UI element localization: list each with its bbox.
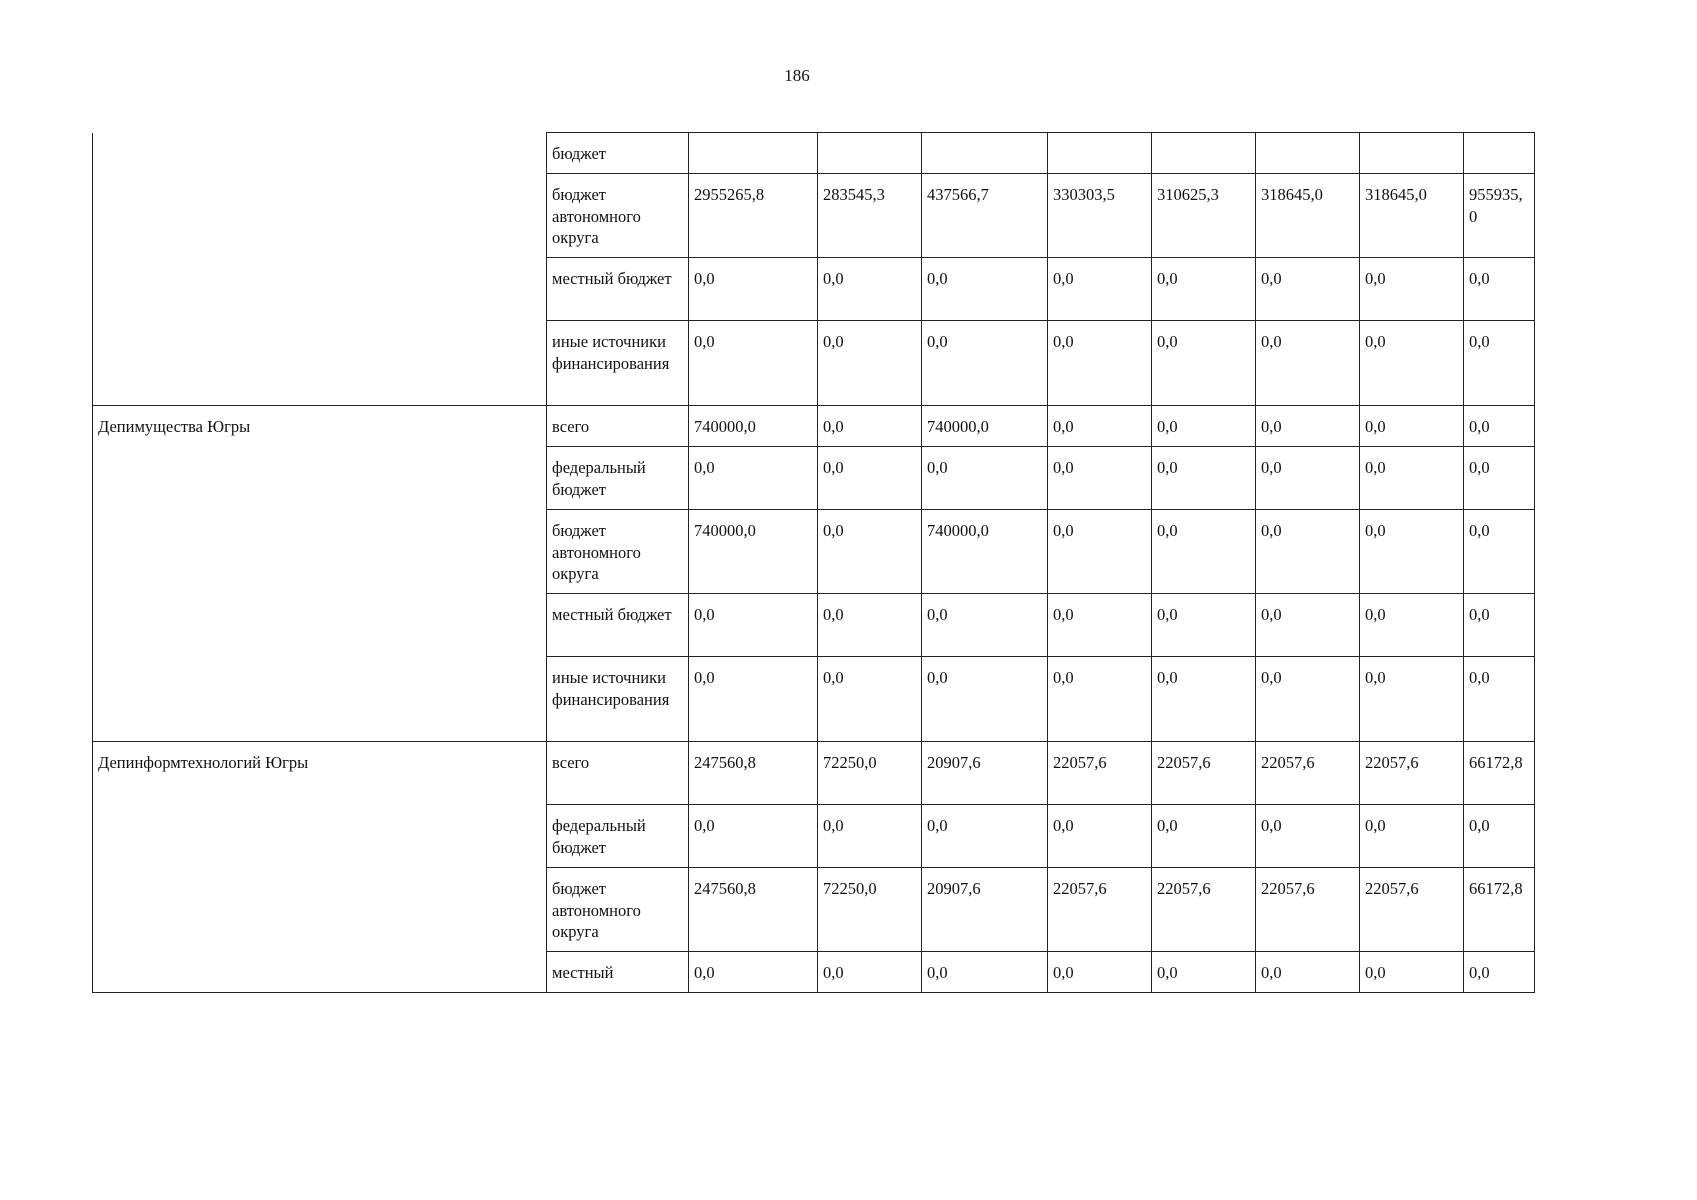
amount-cell: 0,0 [1152, 952, 1256, 993]
amount-cell: 66172,8 [1464, 742, 1535, 805]
funding-source-cell: федеральный бюджет [547, 805, 689, 868]
amount-cell: 0,0 [1256, 510, 1360, 594]
amount-cell: 0,0 [1152, 594, 1256, 657]
amount-cell: 0,0 [1360, 952, 1464, 993]
amount-cell: 437566,7 [922, 174, 1048, 258]
amount-cell: 0,0 [922, 952, 1048, 993]
amount-cell: 22057,6 [1360, 868, 1464, 952]
amount-cell: 0,0 [1360, 406, 1464, 447]
amount-cell: 22057,6 [1152, 868, 1256, 952]
amount-cell: 0,0 [922, 805, 1048, 868]
amount-cell: 0,0 [689, 258, 818, 321]
amount-cell: 0,0 [1152, 510, 1256, 594]
amount-cell: 740000,0 [689, 510, 818, 594]
table-body [93, 133, 1535, 993]
amount-cell: 66172,8 [1464, 868, 1535, 952]
amount-cell: 0,0 [1152, 258, 1256, 321]
amount-cell: 0,0 [1464, 594, 1535, 657]
amount-cell: 0,0 [1048, 594, 1152, 657]
amount-cell: 22057,6 [1360, 742, 1464, 805]
amount-cell: 247560,8 [689, 868, 818, 952]
page-number: 186 [784, 66, 810, 85]
amount-cell: 0,0 [818, 258, 922, 321]
amount-cell: 0,0 [1256, 657, 1360, 742]
amount-cell: 0,0 [1256, 952, 1360, 993]
funding-source-cell: бюджет автономного округа [547, 510, 689, 594]
amount-cell: 0,0 [1464, 258, 1535, 321]
amount-cell: 22057,6 [1256, 742, 1360, 805]
amount-cell: 0,0 [922, 594, 1048, 657]
amount-cell: 0,0 [1048, 657, 1152, 742]
amount-cell: 0,0 [1360, 805, 1464, 868]
amount-cell: 310625,3 [1152, 174, 1256, 258]
amount-cell: 0,0 [1464, 805, 1535, 868]
table-row [93, 742, 1535, 805]
funding-source-cell: бюджет автономного округа [547, 868, 689, 952]
amount-cell: 0,0 [1256, 447, 1360, 510]
financing-table [92, 132, 1535, 993]
amount-cell: 0,0 [689, 447, 818, 510]
amount-cell: 0,0 [1464, 510, 1535, 594]
amount-cell: 0,0 [1048, 406, 1152, 447]
amount-cell [1256, 133, 1360, 174]
amount-cell: 0,0 [818, 952, 922, 993]
amount-cell: 0,0 [1464, 952, 1535, 993]
amount-cell: 0,0 [1256, 594, 1360, 657]
amount-cell [818, 133, 922, 174]
amount-cell: 0,0 [689, 952, 818, 993]
amount-cell: 318645,0 [1256, 174, 1360, 258]
amount-cell: 0,0 [1048, 805, 1152, 868]
amount-cell: 22057,6 [1152, 742, 1256, 805]
amount-cell: 0,0 [1464, 321, 1535, 406]
amount-cell: 0,0 [818, 594, 922, 657]
amount-cell: 0,0 [1048, 321, 1152, 406]
amount-cell [689, 133, 818, 174]
amount-cell: 0,0 [689, 657, 818, 742]
amount-cell: 22057,6 [1048, 742, 1152, 805]
table-row [93, 406, 1535, 447]
amount-cell: 0,0 [818, 510, 922, 594]
amount-cell: 22057,6 [1256, 868, 1360, 952]
amount-cell: 0,0 [1152, 657, 1256, 742]
funding-source-cell: местный бюджет [547, 258, 689, 321]
amount-cell: 955935,0 [1464, 174, 1535, 258]
funding-source-cell: всего [547, 742, 689, 805]
table-row [93, 133, 1535, 174]
amount-cell: 0,0 [1360, 657, 1464, 742]
amount-cell: 72250,0 [818, 742, 922, 805]
funding-source-cell: бюджет автономного округа [547, 174, 689, 258]
funding-source-cell: иные источники финансирования [547, 321, 689, 406]
amount-cell [922, 133, 1048, 174]
amount-cell: 0,0 [1464, 406, 1535, 447]
amount-cell: 0,0 [1464, 657, 1535, 742]
amount-cell: 0,0 [689, 594, 818, 657]
amount-cell: 740000,0 [922, 510, 1048, 594]
amount-cell: 330303,5 [1048, 174, 1152, 258]
amount-cell: 0,0 [922, 657, 1048, 742]
amount-cell [1360, 133, 1464, 174]
funding-source-cell: иные источники финансирования [547, 657, 689, 742]
amount-cell: 0,0 [689, 805, 818, 868]
amount-cell: 0,0 [1256, 406, 1360, 447]
amount-cell: 247560,8 [689, 742, 818, 805]
amount-cell: 0,0 [818, 447, 922, 510]
amount-cell: 0,0 [689, 321, 818, 406]
amount-cell: 0,0 [1360, 321, 1464, 406]
funding-source-cell: местный бюджет [547, 594, 689, 657]
amount-cell: 0,0 [1048, 447, 1152, 510]
amount-cell: 0,0 [922, 321, 1048, 406]
amount-cell: 0,0 [1152, 321, 1256, 406]
amount-cell: 0,0 [1256, 258, 1360, 321]
amount-cell: 0,0 [1464, 447, 1535, 510]
amount-cell: 0,0 [1360, 447, 1464, 510]
amount-cell: 0,0 [1048, 258, 1152, 321]
amount-cell: 0,0 [1360, 594, 1464, 657]
amount-cell: 0,0 [1152, 406, 1256, 447]
amount-cell: 0,0 [818, 805, 922, 868]
amount-cell: 283545,3 [818, 174, 922, 258]
amount-cell: 2955265,8 [689, 174, 818, 258]
amount-cell: 22057,6 [1048, 868, 1152, 952]
amount-cell [1048, 133, 1152, 174]
amount-cell: 0,0 [1256, 321, 1360, 406]
funding-source-cell: местный [547, 952, 689, 993]
organization-cell: Депимущества Югры [93, 406, 547, 742]
amount-cell: 0,0 [922, 447, 1048, 510]
amount-cell: 740000,0 [922, 406, 1048, 447]
organization-cell [93, 133, 547, 406]
amount-cell: 0,0 [1048, 510, 1152, 594]
amount-cell: 0,0 [1360, 258, 1464, 321]
amount-cell: 0,0 [1256, 805, 1360, 868]
funding-source-cell: всего [547, 406, 689, 447]
amount-cell: 740000,0 [689, 406, 818, 447]
funding-source-cell: федеральный бюджет [547, 447, 689, 510]
amount-cell: 0,0 [1360, 510, 1464, 594]
amount-cell: 72250,0 [818, 868, 922, 952]
amount-cell: 0,0 [1152, 447, 1256, 510]
funding-source-cell: бюджет [547, 133, 689, 174]
amount-cell: 20907,6 [922, 868, 1048, 952]
amount-cell [1152, 133, 1256, 174]
amount-cell: 0,0 [1152, 805, 1256, 868]
amount-cell: 20907,6 [922, 742, 1048, 805]
amount-cell [1464, 133, 1535, 174]
organization-cell: Депинформтехнологий Югры [93, 742, 547, 993]
amount-cell: 0,0 [922, 258, 1048, 321]
amount-cell: 0,0 [818, 321, 922, 406]
amount-cell: 318645,0 [1360, 174, 1464, 258]
amount-cell: 0,0 [818, 406, 922, 447]
amount-cell: 0,0 [818, 657, 922, 742]
amount-cell: 0,0 [1048, 952, 1152, 993]
